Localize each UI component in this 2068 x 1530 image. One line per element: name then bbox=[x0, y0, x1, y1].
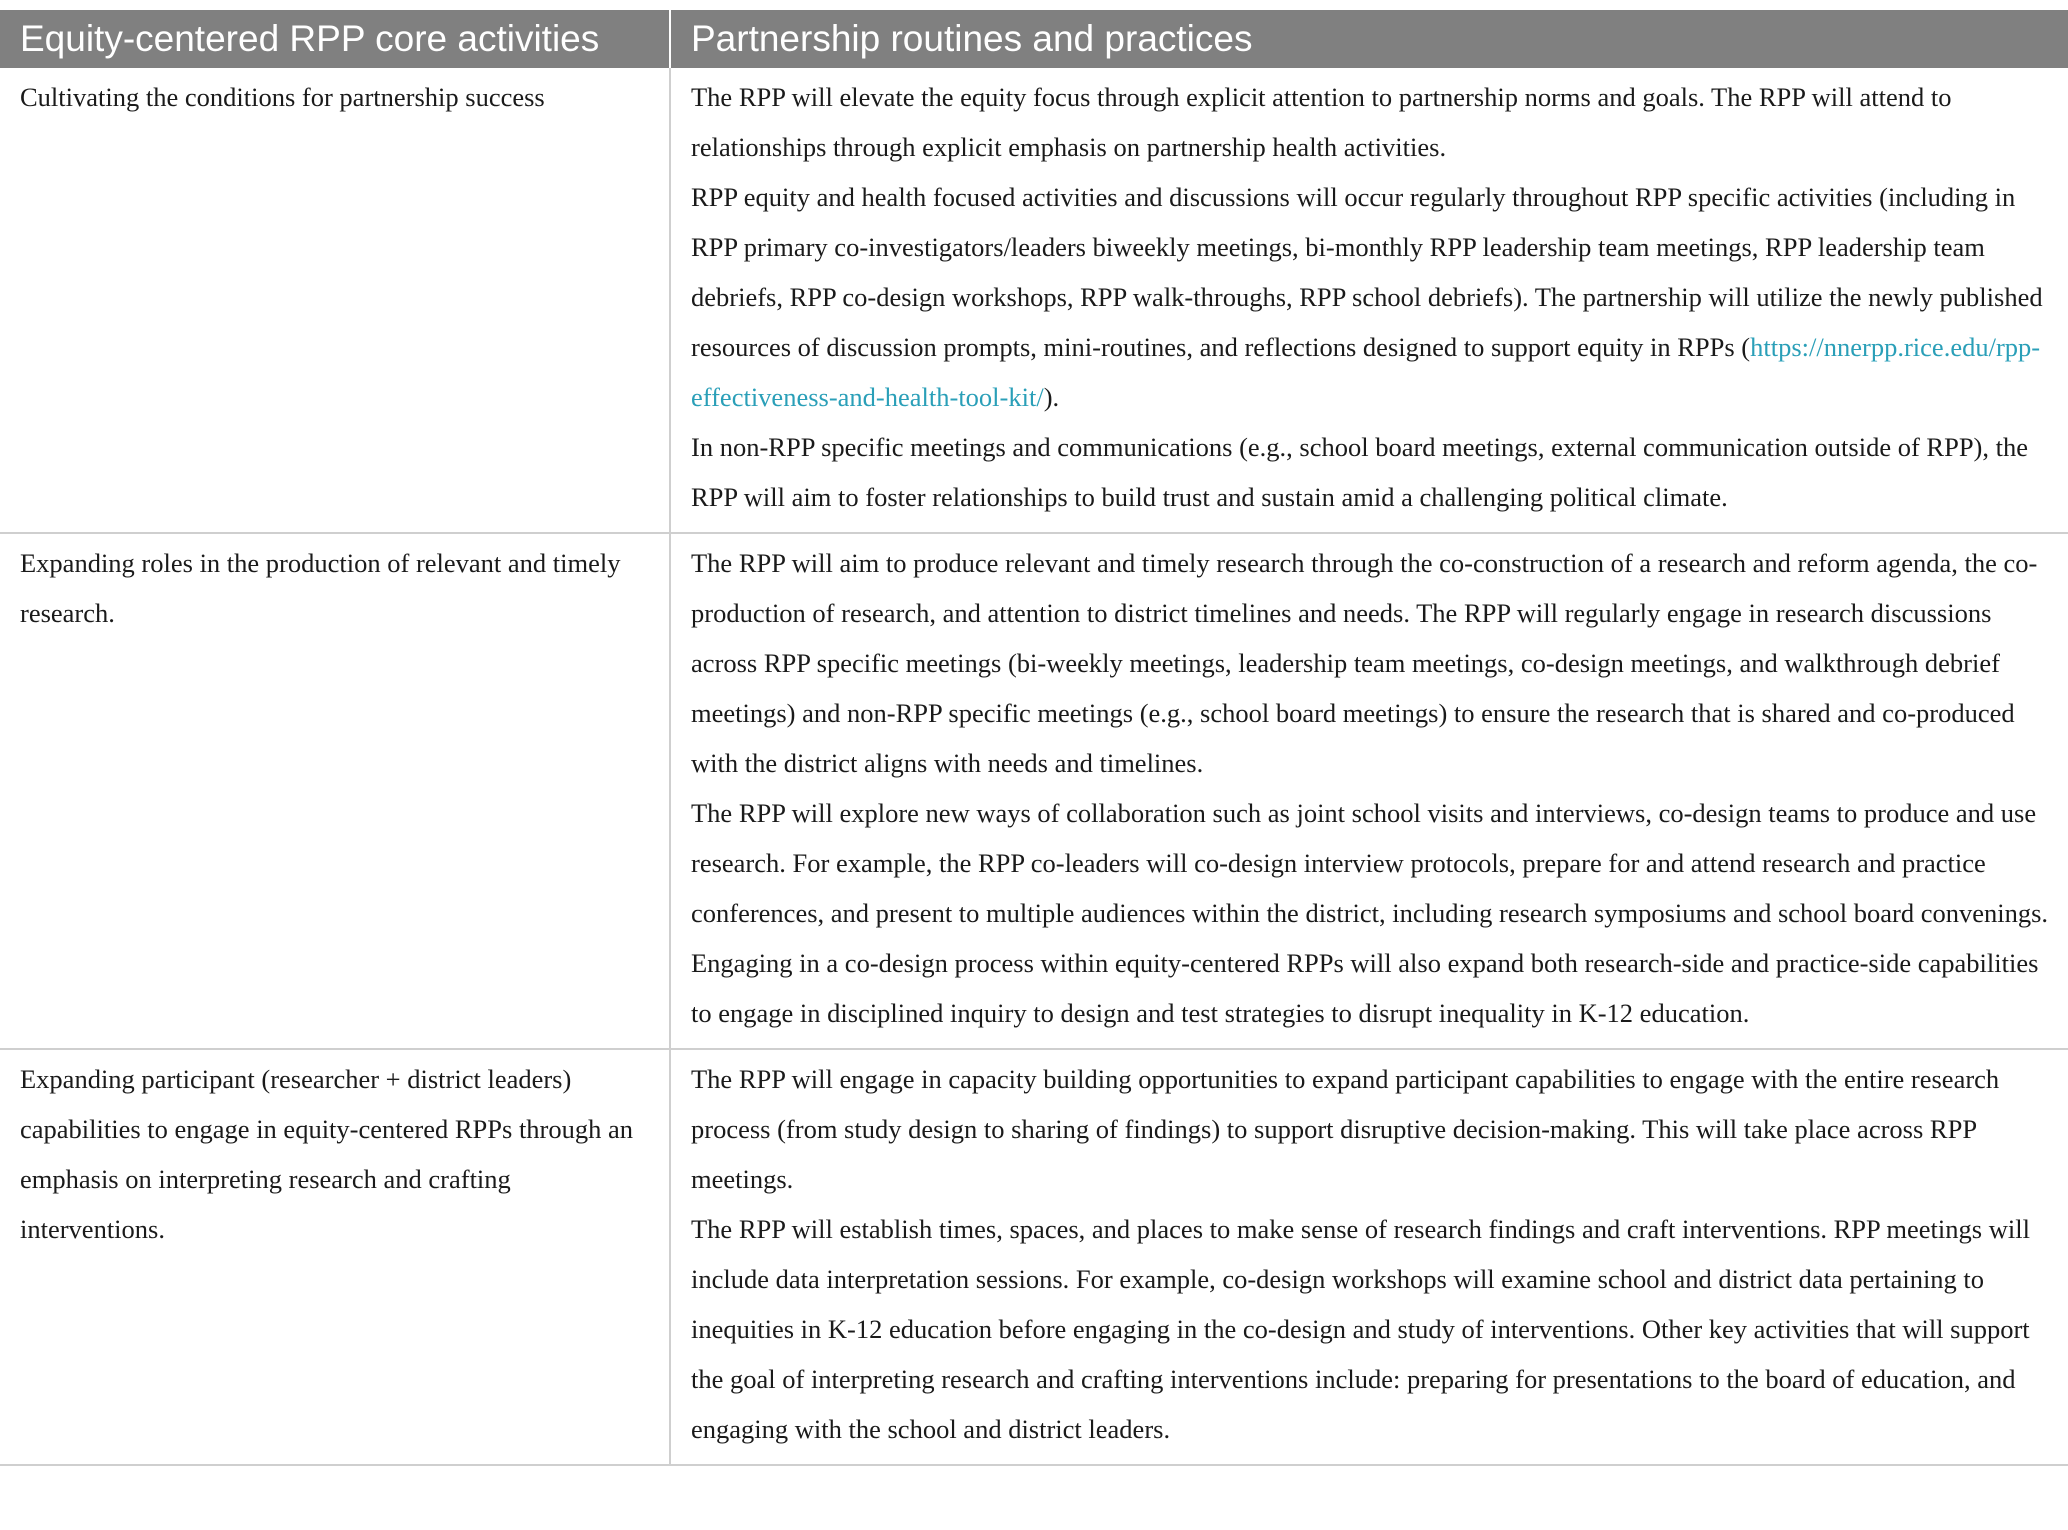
table-header bbox=[0, 10, 2068, 68]
practices-cell bbox=[670, 68, 2068, 533]
table-row bbox=[0, 1049, 2068, 1465]
activity-cell: Expanding roles in the production of relevant and timely research. bbox=[0, 533, 670, 1049]
header-routines-practices: Partnership routines and practices bbox=[670, 10, 2068, 68]
header-row bbox=[0, 10, 2068, 68]
table-body bbox=[0, 68, 2068, 1465]
rpp-activities-table bbox=[0, 10, 2068, 1466]
practice-paragraph-tail: ). bbox=[1043, 382, 1060, 412]
practice-paragraph-text: RPP equity and health focused activities and discussions will occur regularly throughout RPP specific activities (including in RPP primary co-investigators/leaders biweekly meetings, bi-monthly RPP leadership team meetings, RPP leadership team debriefs, RPP co-design workshops, RPP walk-throughs, RPP school debriefs). The partnership will utilize the newly published resources of discussion prompts, mini-routines, and reflections designed to support equity in RPPs ( bbox=[691, 182, 2043, 362]
practice-paragraph: The RPP will explore new ways of collaboration such as joint school visits and interviews, co-design teams to produce and use research. For example, the RPP co-leaders will co-design interview protocols, prepare for and attend research and practice conferences, and present to multiple audiences within the district, including research symposiums and school board convenings. Engaging in a co-design process within equity-centered RPPs will also expand both research-side and practice-side capabilities to engage in disciplined inquiry to design and test strategies to disrupt inequality in K-12 education. bbox=[691, 798, 2049, 1028]
header-core-activities: Equity-centered RPP core activities bbox=[0, 10, 670, 68]
table-row bbox=[0, 68, 2068, 533]
activity-cell: Expanding participant (researcher + district leaders) capabilities to engage in equity-centered RPPs through an emphasis on interpreting research and crafting interventions. bbox=[0, 1049, 670, 1465]
practices-cell bbox=[670, 533, 2068, 1049]
practice-paragraph: The RPP will aim to produce relevant and timely research through the co-construction of a research and reform agenda, the co-production of research, and attention to district timelines and needs. The RPP will regularly engage in research discussions across RPP specific meetings (bi-weekly meetings, leadership team meetings, co-design meetings, and walkthrough debrief meetings) and non-RPP specific meetings (e.g., school board meetings) to ensure the research that is shared and co-produced with the district aligns with needs and timelines. bbox=[691, 548, 2038, 778]
activity-cell: Cultivating the conditions for partnership success bbox=[0, 68, 670, 533]
toolkit-link[interactable]: https://nnerpp.rice.edu/rpp-effectiveness-and-health-tool-kit/ bbox=[691, 332, 2041, 412]
practice-paragraph: The RPP will establish times, spaces, and places to make sense of research findings and craft interventions. RPP meetings will include data interpretation sessions. For example, co-design workshops will examine school and district data pertaining to inequities in K-12 education before engaging in the co-design and study of interventions. Other key activities that will support the goal of interpreting research and crafting interventions include: preparing for presentations to the board of education, and engaging with the school and district leaders. bbox=[691, 1214, 2030, 1444]
practice-paragraph: The RPP will elevate the equity focus through explicit attention to partnership norms and goals. The RPP will attend to relationships through explicit emphasis on partnership health activities. bbox=[691, 82, 1952, 162]
practice-paragraph: The RPP will engage in capacity building opportunities to expand participant capabilities to engage with the entire research process (from study design to sharing of findings) to support disruptive decision-making. This will take place across RPP meetings. bbox=[691, 1064, 2000, 1194]
practice-paragraph-with-link bbox=[691, 172, 2054, 422]
table-row bbox=[0, 533, 2068, 1049]
rpp-table-container bbox=[0, 10, 2068, 1466]
practices-cell bbox=[670, 1049, 2068, 1465]
practice-paragraph: In non-RPP specific meetings and communications (e.g., school board meetings, external communication outside of RPP), the RPP will aim to foster relationships to build trust and sustain amid a challenging political climate. bbox=[691, 432, 2029, 512]
